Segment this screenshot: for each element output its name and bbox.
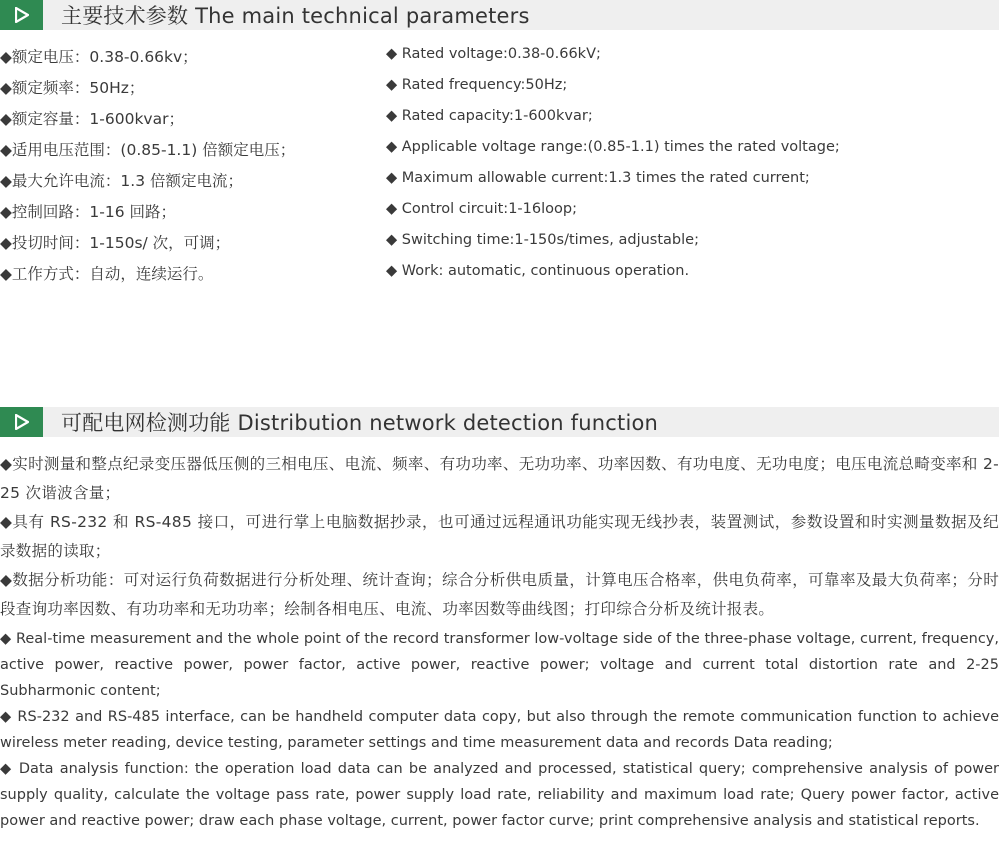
spec-en: ◆ Switching time:1-150s/times, adjustable; (386, 232, 699, 248)
list-item (0, 227, 999, 258)
paragraph-cn: ◆实时测量和整点纪录变压器低压侧的三相电压、电流、频率、有功功率、无功功率、功率因数、有功电度、无功电度；电压电流总畸变率和 2-25 次谐波含量； (0, 455, 999, 502)
spec-en: ◆ Rated capacity:1-600kvar; (386, 108, 593, 124)
spec-cn: ◆额定容量：1-600kvar； (0, 110, 184, 128)
list-item (0, 134, 999, 165)
play-icon (0, 0, 43, 30)
spec-cn: ◆额定电压：0.38-0.66kv； (0, 48, 198, 66)
spec-en: ◆ Maximum allowable current:1.3 times the rated current; (386, 170, 810, 186)
spec-cn: ◆适用电压范围：(0.85-1.1) 倍额定电压； (0, 141, 296, 159)
paragraph-en: ◆ Real-time measurement and the whole point of the record transformer low-voltage side of the three-phase voltage, current, frequency, active power, reactive power, power factor, active power, reactive power; voltage and current total distortion rate and 2-25 Subharmonic content; (0, 631, 999, 699)
spec-cn: ◆控制回路：1-16 回路； (0, 203, 177, 221)
list-item (0, 165, 999, 196)
paragraph-cn: ◆数据分析功能：可对运行负荷数据进行分析处理、统计查询；综合分析供电质量，计算电压合格率，供电负荷率，可靠率及最大负荷率；分时段查询功率因数、有功功率和无功功率；绘制各相电压、电流、功率因数等曲线图；打印综合分析及统计报表。 (0, 571, 999, 618)
spec-en: ◆ Work: automatic, continuous operation. (386, 263, 690, 279)
detection-description (0, 450, 999, 834)
spec-en: ◆ Rated frequency:50Hz; (386, 77, 568, 93)
spec-cn: ◆最大允许电流：1.3 倍额定电流； (0, 172, 243, 190)
paragraph-en: ◆ Data analysis function: the operation load data can be analyzed and processed, statistical query; comprehensive analysis of power supply quality, calculate the voltage pass rate, power supply load rate, reliability and maximum load rate; Query power factor, active power and reactive power; draw each phase voltage, current, power factor curve; print comprehensive analysis and statistical reports. (0, 761, 999, 829)
parameter-list (0, 41, 999, 289)
play-icon (0, 407, 43, 437)
spec-cn: ◆额定频率：50Hz； (0, 79, 145, 97)
section-title: 主要技术参数 The main technical parameters (61, 4, 530, 28)
list-item (0, 72, 999, 103)
paragraph-cn: ◆具有 RS-232 和 RS-485 接口，可进行掌上电脑数据抄录，也可通过远程通讯功能实现无线抄表，装置测试，参数设置和时实测量数据及纪录数据的读取； (0, 513, 999, 560)
section-header-parameters (0, 0, 999, 30)
list-item (0, 196, 999, 227)
list-item (0, 258, 999, 289)
spec-en: ◆ Control circuit:1-16loop; (386, 201, 577, 217)
paragraph-en: ◆ RS-232 and RS-485 interface, can be handheld computer data copy, but also through the remote communication function to achieve wireless meter reading, device testing, parameter settings and time measurement data and records Data reading; (0, 709, 999, 751)
section-header-detection (0, 407, 999, 437)
spec-cn: ◆投切时间：1-150s/ 次，可调； (0, 234, 231, 252)
list-item (0, 103, 999, 134)
list-item (0, 41, 999, 72)
spec-en: ◆ Rated voltage:0.38-0.66kV; (386, 46, 601, 62)
section-title: 可配电网检测功能 Distribution network detection function (61, 411, 659, 435)
spec-en: ◆ Applicable voltage range:(0.85-1.1) times the rated voltage; (386, 139, 840, 155)
spec-cn: ◆工作方式：自动，连续运行。 (0, 265, 214, 283)
